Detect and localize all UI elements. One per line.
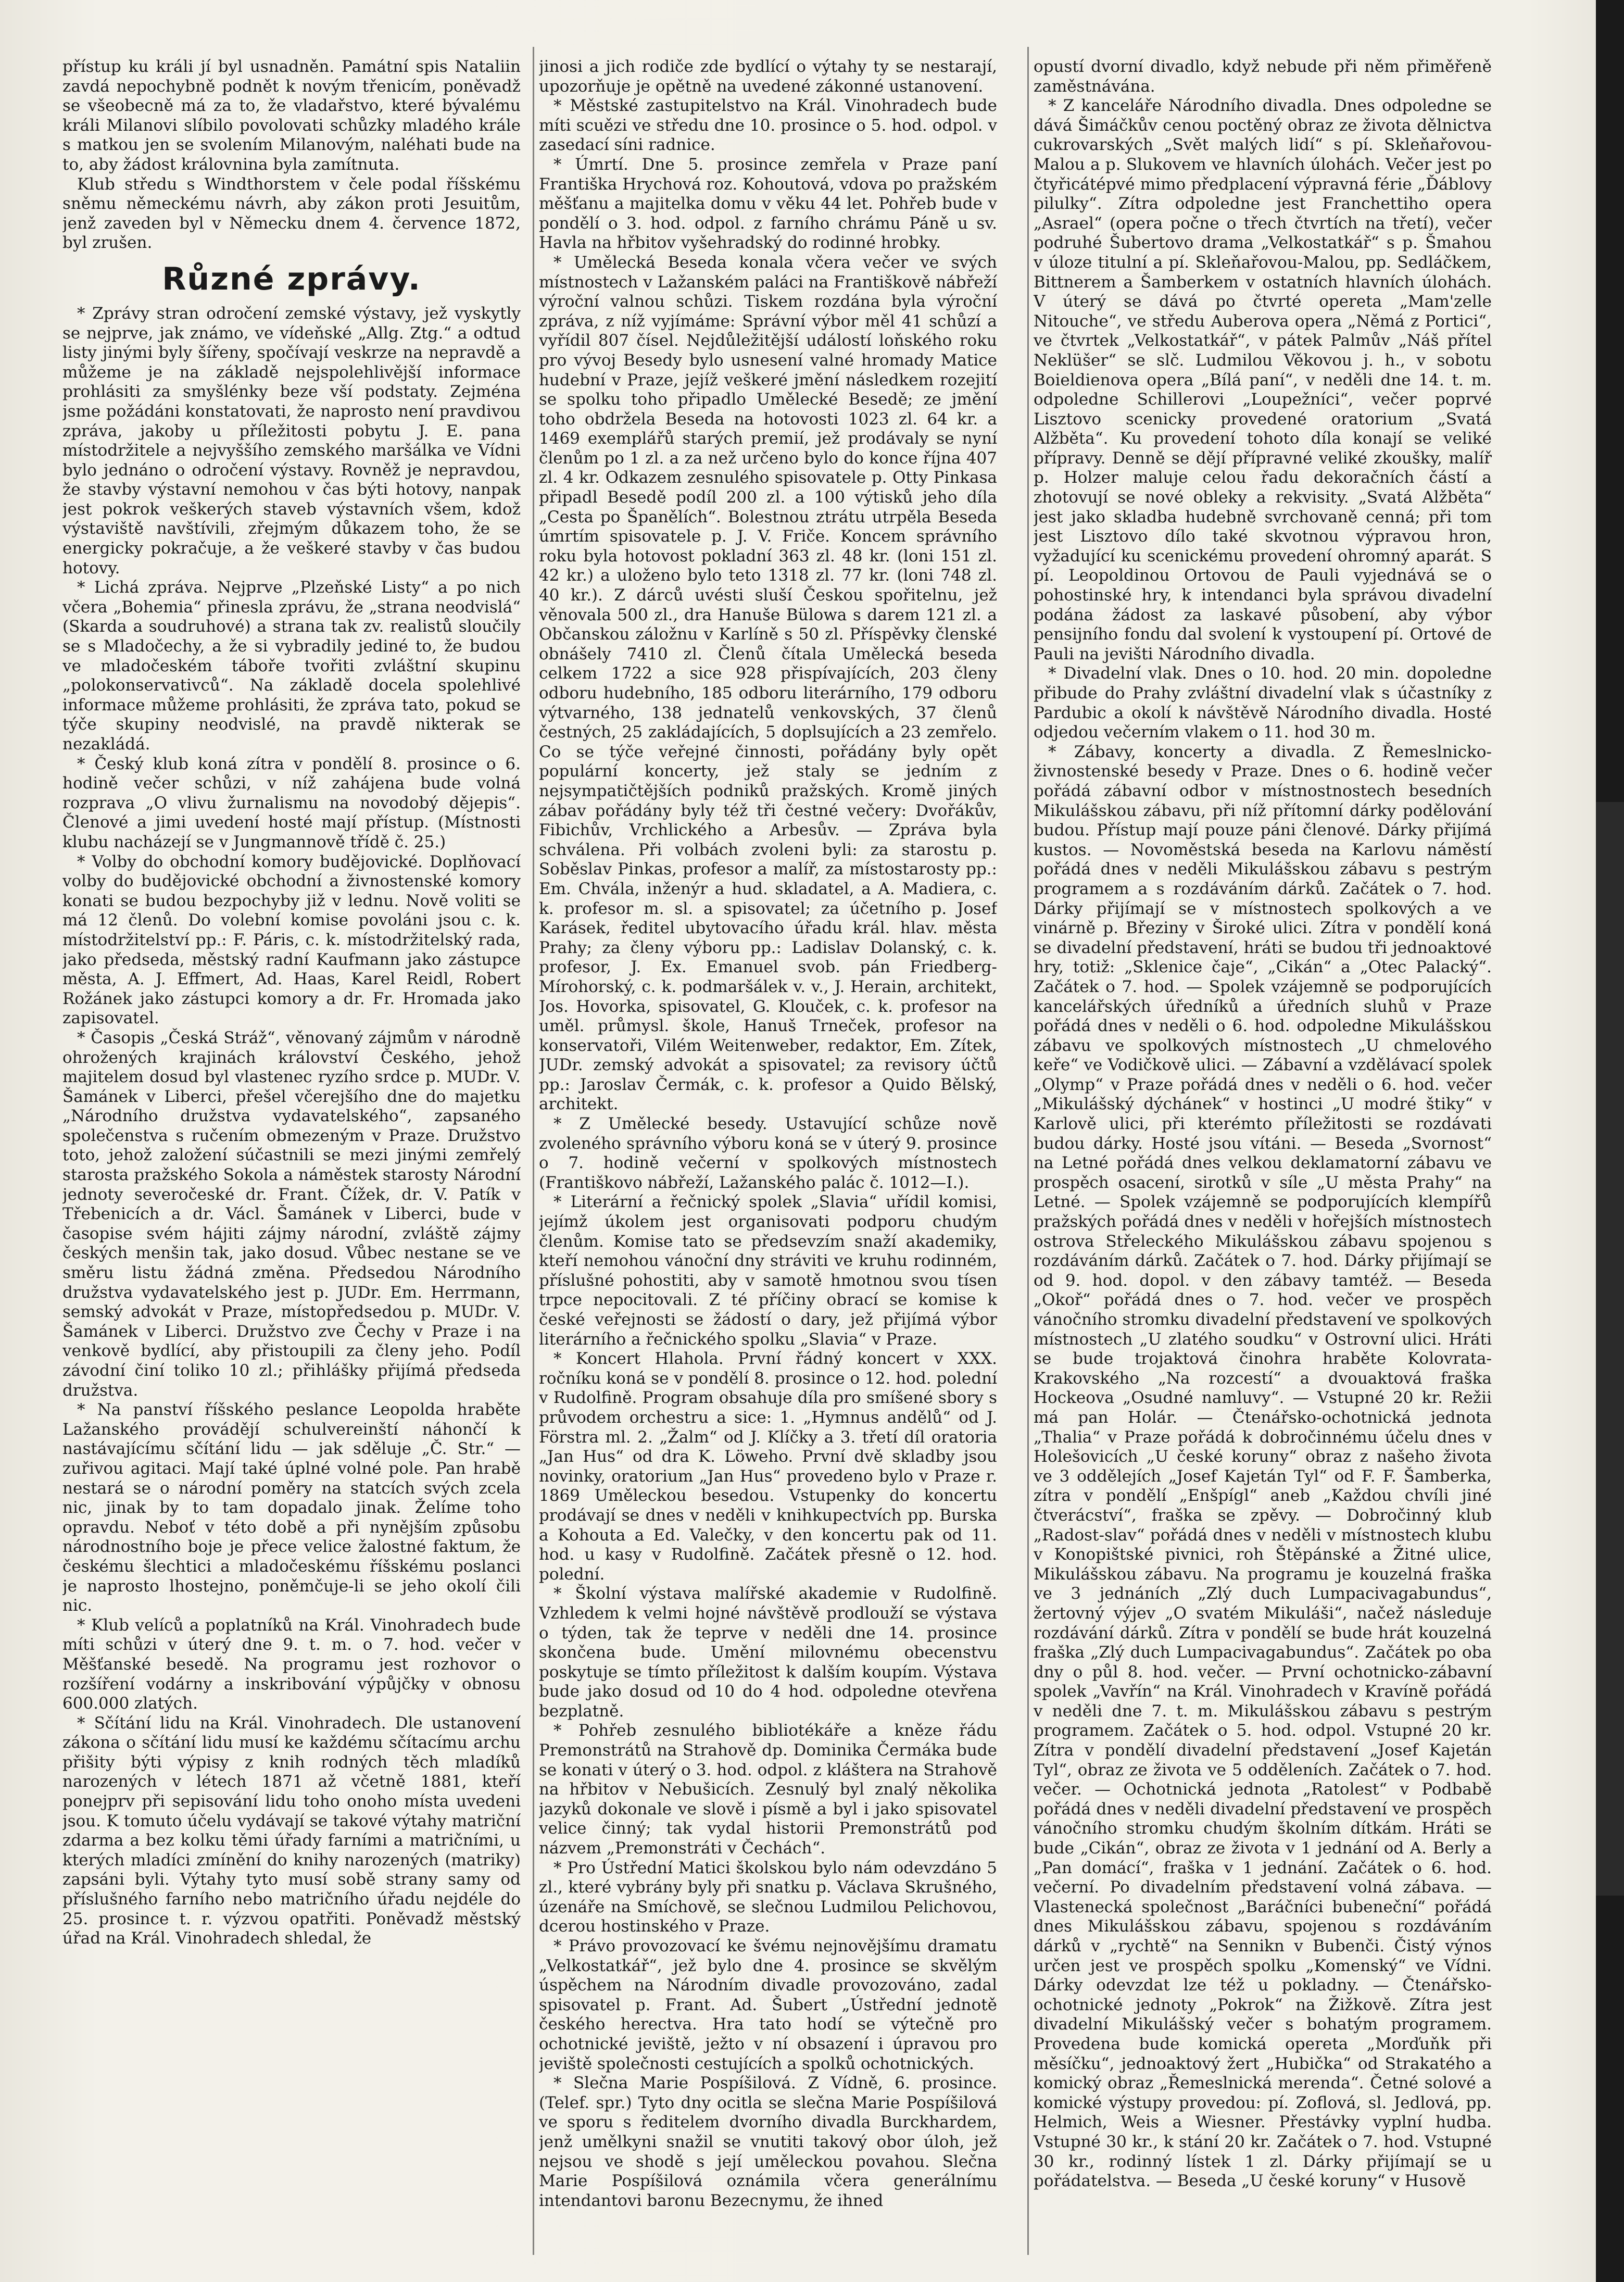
article-paragraph: * Na panství říšského peslance Leopolda hraběte Lažanského provádějí schulvereinští náhončí k nastávajícímu sčítání lidu — jak sděluje „Č. Str.“ — zuřivou agitaci. Mají také úplné volné pole. Pan hrabě nestará se o národní poměry na statcích svých zcela nic, jinak by to tam dopadalo jinak. Želíme toho opravdu. Neboť v této době a při nynějším způsobu národnostního boje je přece velice žalostné faktum, že českému šlechtici a mladočeskému říšskému poslanci je naprosto lhostejno, poněmčuje-li se jeho okolí čili nic. — [62, 1400, 521, 1615]
article-paragraph: * Umělecká Beseda konala včera večer ve svých místnostech v Lažanském paláci na Františkově nábřeží výroční valnou schůzi. Tiskem rozdána byla výroční zpráva, z níž vyjímáme: Správní výbor měl 41 schůzí a vyřídil 807 čísel. Nejdůležitější událostí loňského roku pro vývoj Besedy bylo usnesení valné hromady Matice hudební v Praze, jejíž veškeré jmění následkem rozejití se spolku toho připadlo Umělecké Besedě; ze jmění toho obdržela Beseda na hotovosti 1023 zl. 64 kr. a 1469 exemplářů starých premií, jež prodávaly se nyní členům po 1 zl. a za než určeno bylo do konce října 407 zl. 4 kr. Odkazem zesnulého spisovatele p. Otty Pinkasa připadl Besedě podíl 200 zl. a 100 výtisků jeho díla „Cesta po Španělích“. Bolestnou ztrátu utrpěla Beseda úmrtím spisovatele p. J. V. Friče. Koncem správního roku byla hotovost pokladní 363 zl. 48 kr. (loni 151 zl. 42 kr.) a uloženo bylo teto 1318 zl. 77 kr. (loni 748 zl. 40 kr.). Z dárců uvésti sluší Českou spořitelnu, jež věnovala 500 zl., dra Hanuše Bülowa s darem 121 zl. a Občanskou záložnu v Karlíně s 50 zl. Příspěvky členské obnášely 7410 zl. Členů čítala Umělecká beseda celkem 1722 a sice 928 přispívajících, 203 členy odboru hudebního, 185 odboru literárního, 179 odboru výtvarného, 138 jednatelů venkovských, 37 členů čestných, 25 zakládajících, 5 doplsujících a 23 zemřelo. Co se týče veřejné činnosti, pořádány byly opět populární koncerty, jež staly se jedním z nejsympatičtějších podniků pražských. Kromě jiných zábav pořádány byly též tři čestné večery: Dvořákův, Fibichův, Vrchlického a Arbesův. — Zpráva byla schválena. Při volbách zvoleni byli: za starostu p. Soběslav Pinkas, profesor a malíř, za místostarosty pp.: Em. Chvála, inženýr a hud. skladatel, a A. Madiera, c. k. profesor m. sl. a spisovatel; za účetního p. Josef Karásek, ředitel ubytovacího úřadu král. hlav. města Prahy; za členy výboru pp.: Ladislav Dolanský, c. k. profesor, J. Ex. Emanuel svob. pán Friedberg-Mírohorský, c. k. podmaršálek v. v., J. Herain, architekt, Jos. Hovorka, spisovatel, G. Klouček, c. k. profesor na uměl. průmysl. škole, Hanuš Trneček, profesor na konservatoři, Vilém Weitenweber, redaktor, Em. Zítek, JUDr. zemský advokát a spisovatel; za revisory účtů pp.: Jaroslav Čermák, c. k. profesor a Quido Bělský, architekt. — [539, 253, 997, 1114]
article-paragraph: * Časopis „Česká Stráž“, věnovaný zájmům v národně ohrožených krajinách království Českého, jehož majitelem dosud byl vlastenec ryzího srdce p. MUDr. V. Šamánek v Liberci, přešel včerejšího dne do majetku „Národního družstva vydavatelského“, zapsaného společenstva s ručením obmezeným v Praze. Družstvo toto, jehož založení súčastnili se mezi jinými zemřelý starosta pražského Sokola a náměstek starosty Národní jednoty severočeské dr. Frant. Čížek, dr. V. Patík v Třebenicích a dr. Václ. Šamánek v Liberci, bude v časopise svém hájiti zájmy národní, zvláště zájmy českých menšin tak, jako dosud. Vůbec nestane se ve směru listu žádná změna. Předsedou Národního družstva vydavatelského jest p. JUDr. Em. Herrmann, semský advokát v Praze, místopředsedou p. MUDr. V. Šamánek v Liberci. Družstvo zve Čechy v Praze i na venkově bydlící, aby přistoupili za členy jeho. Podíl závodní činí toliko 10 zl.; přihlášky přijímá předseda družstva. — [62, 1028, 521, 1400]
article-paragraph: * Volby do obchodní komory budějovické. Doplňovací volby do budějovické obchodní a živnostenské komory konati se budou bezpochyby již v lednu. Nově voliti se má 12 členů. Do volební komise povoláni jsou c. k. místodržitelství pp.: F. Páris, c. k. místodržitelský rada, jako předseda, městský radní Kaufmann jako zástupce města, A. J. Effmert, Ad. Haas, Karel Reidl, Robert Rožánek jako zástupci komory a dr. Fr. Hromada jako zapisovatel. — [62, 852, 521, 1028]
article-paragraph: * Pohřeb zesnulého bibliotékáře a kněze řádu Premonstrátů na Strahově dp. Dominika Čermáka bude se konati v úterý o 3. hod. odpol. z kláštera na Strahově na hřbitov v Nebušicích. Zesnulý byl znalý několika jazyků dokonale ve slově i písmě a byl i jako spisovatel velice činný; tak vydal historii Premonstrátů pod názvem „Premonstráti v Čechách“. — [539, 1721, 997, 1858]
article-paragraph: * Městské zastupitelstvo na Král. Vinohradech bude míti scuězi ve středu dne 10. prosince o 5. hod. odpol. v zasedací síni radnice. — [539, 96, 997, 155]
article-paragraph: Klub středu s Windthorstem v čele podal říšskému sněmu německému návrh, aby zákon proti Jesuitům, jenž zaveden byl v Německu dnem 4. července 1872, byl zrušen. — [62, 174, 521, 253]
article-paragraph: * Pro Ústřední Matici školskou bylo nám odevzdáno 5 zl., které vybrány byly při snatku p. Václava Skrušného, úzenáře na Smíchově, se slečnou Ludmilou Pelichovou, dcerou hostinského v Praze. — [539, 1858, 997, 1936]
article-paragraph: * Právo provozovací ke švému nejnovějšímu dramatu „Velkostatkář“, jež bylo dne 4. prosince se skvělým úspěchem na Národním divadle provozováno, zadal spisovatel p. Frant. Ad. Šubert „Ústřední jednotě českého herectva. Hra tato hodí se výtečně pro ochotnické jeviště, ježto v ní obsazení i úpravou pro jeviště společnosti cestujících a spolků ochotnických. — [539, 1937, 997, 2073]
article-paragraph: * Zábavy, koncerty a divadla. Z Řemeslnicko-živnostenské besedy v Praze. Dnes o 6. hodině večer pořádá zábavní odbor v místnostnostech besedních Mikulášskou zábavu, při níž přítomní dárky podělování budou. Přístup mají pouze páni členové. Dárky přijímá kustos. — Novoměstská beseda na Karlovu náměstí pořádá dnes v neděli Mikulášskou zábavu s pestrým programem a s rozdáváním dárků. Začátek o 7. hod. Dárky přijímají se v místnostech spolkových a ve vinárně p. Březiny v Široké ulici. Zítra v pondělí koná se divadelní představení, hráti se budou tři jednoaktové hry, totiž: „Sklenice čaje“, „Cikán“ a „Otec Palacký“. Začátek o 7. hod. — Spolek vzájemně se podporujících kancelářských úředníků a úředních sluhů v Praze pořádá dnes v neděli o 6. hod. odpoledne Mikulášskou zábavu ve spolkových místnostech „U chmelového keře“ ve Vodičkově ulici. — Zábavní a vzdělávací spolek „Olymp“ v Praze pořádá dnes v neděli o 6. hod. večer „Mikulášský dýchánek“ v hostinci „U modré štiky“ v Karlově ulici, při kterémto příležitosti se rozdávati budou dárky. Hosté jsou vítáni. — Beseda „Svornost“ na Letné pořádá dnes velkou deklamatorní zábavu ve prospěch osacení, sirotků v síle „U města Prahy“ na Letné. — Spolek vzájemně se podporujících klempířů pražských pořádá dnes v neděli v hořejších místnostech ostrova Střeleckého Mikulášskou zábavu spojenou s rozdáváním dárků. Začátek o 7. hod. Dárky přijímají se od 9. hod. dopol. v den zábavy tamtéž. — Beseda „Okoř“ pořádá dnes o 7. hod. večer ve prospěch vánočního stromku divadelní představení ve spolkových místnostech „U zlatého soudku“ v Ostrovní ulici. Hráti se bude trojaktová činohra hraběte Kolovrata-Krakovského „Na rozcestí“ a dvouaktová fraška Hockeova „Osudné namluvy“. — Vstupné 20 kr. Režii má pan Holár. — Čtenářsko-ochotnická jednota „Thalia“ v Praze pořádá k dobročinnému účelu dnes v Holešovicích „U české koruny“ obraz z našeho života ve 3 oddělejích „Josef Kajetán Tyl“ od F. F. Šamberka, zítra v pondělí „Enšpígl“ aneb „Každou chvíli jiné čtverácství“, fraška se zpěvy. — Dobročinný klub „Radost-slav“ pořádá dnes v neděli v místnostech klubu v Konopištské pivnici, roh Štěpánské a Žitné ulice, Mikulášskou zábavu. Na programu je kouzelná fraška ve 3 jednáních „Zlý duch Lumpacivagabundus“, žertovný výjev „O svatém Mikuláši“, načež následuje rozdávání dárků. Zítra v pondělí se bude hrát kouzelná fraška „Zlý duch Lumpacivagabundus“. Začátek po oba dny o půl 8. hod. večer. — První ochotnicko-zábavní spolek „Vavřín“ na Král. Vinohradech v Kravíně pořádá v neděli dne 7. t. m. Mikulášskou zábavu s pestrým programem. Začátek o 5. hod. odpol. Vstupné 20 kr. Zítra v pondělí divadelní představení „Josef Kajetán Tyl“, obraz ze života ve 5 odděleních. Začátek o 7. hod. večer. — Ochotnická jednota „Ratolest“ v Podbabě pořádá dnes v neděli divadelní představení ve prospěch vánočního stromku chudým školním dítkám. Hráti se bude „Cikán“, obraz ze života v 1 jednání od A. Berly a „Pan domácí“, fraška v 1 jednání. Začátek o 6. hod. večerní. Po divadelním představení volná zábava. — Vlastenecká společnost „Baráčníci bubeneční“ pořádá dnes Mikulášskou zábavu, spojenou s rozdáváním dárků v „rychtě“ na Sennikn v Bubenči. Čistý výnos určen jest ve prospěch spolku „Komenský“ ve Vídni. Dárky odevzdat lze též u pokladny. — Čtenářsko-ochotnické jednoty „Pokrok“ na Žižkově. Zítra jest divadelní Mikulášský večer s bohatým programem. Provedena bude komická opereta „Morďuňk při měsíčku“, jednoaktový žert „Hubička“ od Strakatého a komický obraz „Řemeslnická merenda“. Četné solové a komické výstupy provedou: pí. Zoflová, sl. Jedlová, pp. Helmich, Weis a Wiesner. Přestávky vyplní hudba. Vstupné 30 kr., k stání 20 kr. Začátek o 7. hod. Vstupné 30 kr., rodinný lístek 1 zl. Dárky přijímají se u pořádatelstva. — Beseda „U české koruny“ v Husově — [1034, 742, 1492, 2191]
article-paragraph: * Sčítání lidu na Král. Vinohradech. Dle ustanovení zákona o sčítání lidu musí ke každému sčítacímu archu přišity býti výpisy z knih rodných těch mladíků narozených v létech 1871 až včetně 1881, kteří ponejprv při sepisování lidu toho onoho místa uvedeni jsou. K tomuto účelu vydávají se takové výtahy matriční zdarma a bez kolku těmi úřady farními a matričními, u kterých mladíci zmínění do knihy narozených (matriky) zapsáni byli. Výtahy tyto musí sobě strany samy od příslušného farního nebo matričního úřadu nejdéle do 25. prosince t. r. výzvou opatřiti. Poněvadž městský úřad na Král. Vinohradech shledal, že — [62, 1713, 521, 1948]
article-paragraph: * Zprávy stran odročení zemské výstavy, jež vyskytly se nejprve, jak známo, ve vídeňské „Allg. Ztg.“ a odtud listy jinými byly šířeny, spočívají veskrze na nepravdě a můžeme je na základě nejspolehlivější informace prohlásiti za smyšlénky beze vší podstaty. Zejména jsme požádáni konstatovati, že naprosto není pravdivou zpráva, jakoby u příležitosti pobytu J. E. pana místodržitele a nejvyššího zemského maršálka ve Vídni bylo jednáno o odročení výstavy. Rovněž je nepravdou, že stavby výstavní nemohou v čas býti hotovy, nanpak jest pokrok veškerých staveb výstavních všem, kdož výstaviště navštívili, zřejmým důkazem toho, že se energicky pokračuje, a že veškeré stavby v čas budou hotovy. — [62, 304, 521, 578]
article-paragraph: * Klub velíců a poplatníků na Král. Vinohradech bude míti schůzi v úterý dne 9. t. m. o 7. hod. večer v Měšťanské besedě. Na programu jest rozhovor o rozšíření vodárny a inskribování výpůjčky v obnosu 600.000 zlatých. — [62, 1615, 521, 1713]
article-paragraph: * Z kanceláře Národního divadla. Dnes odpoledne se dává Šimáčkův cenou poctěný obraz ze života dělnictva cukrovarských „Svět malých lidí“ s pí. Skleňařovou-Malou a p. Slukovem ve hlavních úlohách. Večer jest po čtyřicátépvé mimo předplacení výpravná férie „Ďáblovy pilulky“. Zítra odpoledne jest Franchettiho opera „Asrael“ (opera počne o třech čtvrtích na třetí), večer podruhé Šubertovo drama „Velkostatkář“ s p. Šmahou v úloze titulní a pí. Skleňařovou-Malou, pp. Sedláčkem, Bittnerem a Šamberkem v ostatních hlavních úlohách. V úterý se dává po čtvrté opereta „Mam'zelle Nitouche“, ve středu Auberova opera „Němá z Portici“, ve čtvrtek „Velkostatkář“, v pátek Palmův „Náš přítel Neklüšer“ se slč. Ludmilou Věkovou j. h., v sobotu Boieldienova opera „Bílá paní“, v neděli dne 14. t. m. odpoledne Schillerovi „Loupežníci“, večer poprvé Lisztovo scenicky provedené oratorium „Svatá Alžběta“. Ku provedení tohoto díla konají se veliké přípravy. Denně se dějí přípravné veliké zkoušky, malíř p. Holzer maluje celou řadu dekoračních částí a zhotovují se nové obleky a rekvisity. „Svatá Alžběta“ jest jako skladba hudebně svrchovaně cenná; při tom jest Lisztovo dílo také skvotnou výpravou hron, vyžadující ku scenickému provedení ohromný aparát. S pí. Leopoldinou Ortovou de Pauli vyjednává se o pohostinské hry, k intendanci byla správou divadelní podána žádost za laskavé působení, aby výbor pensijního fondu dal svolení k vystoupení pí. Ortové de Pauli na jevišti Národního divadla. — [1034, 96, 1492, 663]
article-paragraph: opustí dvorní divadlo, když nebude při něm přiměřeně zaměstnávána. — [1034, 57, 1492, 96]
article-paragraph: přístup ku králi jí byl usnadněn. Památní spis Nataliin zavdá nepochybně podnět k novým třenicím, poněvadž se všeobecně má za to, že vladařstvo, které bývalému králi Milanovi slíbilo povolovati schůzky mladého krále s matkou jen se svolením Milanovým, naléhati bude na to, aby žádost královnina byla zamítnuta. — [62, 57, 521, 174]
article-paragraph: * Divadelní vlak. Dnes o 10. hod. 20 min. dopoledne přibude do Prahy zvláštní divadelní vlak s účastníky z Pardubic a okolí k návštěvě Národního divadla. Hosté odjedou večerním vlakem o 11. hod 30 m. — [1034, 664, 1492, 742]
article-paragraph: * Literární a řečnický spolek „Slavia“ uřídil komisi, jejímž úkolem jest organisovati podporu chudým členům. Komise tato se předsevzím snaží akademiky, kteří nemohou vánoční dny stráviti ve kruhu rodinném, příslušné pohostiti, aby v samotě hmotnou svou tísen trpce nepocitovali. Z té příčiny obrací se komise k české veřejnosti se žádostí o dary, jež přijímá výbor literárního a řečnického spolku „Slavia“ v Praze. — [539, 1193, 997, 1349]
article-paragraph: jinosi a jich rodiče zde bydlící o výtahy ty se nestarají, upozorňuje je opětně na uvedené zákonné ustanovení. — [539, 57, 997, 96]
column-3 — [1034, 57, 1492, 2234]
section-heading: Různé zprávy. — [162, 260, 421, 297]
article-paragraph: * Úmrtí. Dne 5. prosince zemřela v Praze paní Františka Hrychová roz. Kohoutová, vdova po pražském měšťanu a majitelka domu v věku 44 let. Pohřeb bude v pondělí o 3. hod. odpol. z farního chrámu Páně u sv. Havla na hřbitov vyšehradský do rodinné hrobky. — [539, 155, 997, 253]
article-paragraph: * Český klub koná zítra v pondělí 8. prosince o 6. hodině večer schůzi, v níž zahájena bude volná rozprava „O vlivu žurnalismu na novodobý dějepis“. Členové a jimi uvedení hosté mají přístup. (Místnosti klubu nacházejí se v Jungmannově třídě č. 25.) — [62, 754, 521, 851]
column-2 — [539, 57, 997, 2234]
article-paragraph: * Lichá zpráva. Nejprve „Plzeňské Listy“ a po nich včera „Bohemia“ přinesla zprávu, že „strana neodvislá“ (Skarda a soudruhové) a strana tak zv. realistů sloučily se s Mladočechy, a že si vybradily jediné to, že budou ve mladočeském táboře tvořiti zvláštní skupinu „polokonservativců“. Na základě docela spolehlivé informace můžeme prohlásiti, že zpráva tato, pokud se týče skupiny neodvislé, na pravdě nikterak se nezakládá. — [62, 578, 521, 754]
scan-edge-shadow — [1596, 802, 1624, 1896]
article-paragraph: * Školní výstava malířské akademie v Rudolfině. Vzhledem k velmi hojné návštěvě prodlouží se výstava o týden, tak že teprve v neděli dne 14. prosince skončena bude. Umění milovnému obecenstvu poskytuje se tímto příležitost k dalším koupím. Výstava bude jako dosud od 10 do 4 hod. odpoledne otevřena bezplatně. — [539, 1584, 997, 1721]
column-rule — [1027, 47, 1029, 2255]
article-paragraph: * Z Umělecké besedy. Ustavující schůze nově zvoleného správního výboru koná se v úterý 9. prosince o 7. hodině večerní v spolkových místnostech (Františkovo nábřeží, Lažanského palác č. 1012—I.). — [539, 1114, 997, 1192]
column-1 — [62, 57, 521, 2234]
article-paragraph: * Slečna Marie Pospíšilová. Z Vídně, 6. prosince. (Telef. spr.) Tyto dny ocitla se slečna Marie Pospíšilová ve sporu s ředitelem dvorního divadla Burckhardem, jenž umělkyni snažil se vnutiti takový obor úloh, jež nejsou ve shodě s její uměleckou povahou. Slečna Marie Pospíšilová oznámila včera generálnímu intendantovi baronu Bezecnymu, že ihned — [539, 2074, 997, 2210]
article-paragraph: * Koncert Hlahola. První řádný koncert v XXX. ročníku koná se v pondělí 8. prosince o 12. hod. polední v Rudolfině. Program obsahuje díla pro smíšené sbory s průvodem orchestru a sice: 1. „Hymnus andělů“ od J. Förstra ml. 2. „Žalm“ od J. Klíčky a 3. třetí díl oratoria „Jan Hus“ od dra K. Löweho. První dvě skladby jsou novinky, oratorium „Jan Hus“ provedeno bylo v Praze r. 1869 Uměleckou besedou. Vstupenky do koncertu prodávají se dnes v neděli v knihkupectvích pp. Burska a Kohouta a Ed. Valečky, v den koncertu pak od 11. hod. u kasy v Rudolfině. Začátek přesně o 12. hod. polední. — [539, 1349, 997, 1584]
column-rule — [533, 47, 534, 2255]
